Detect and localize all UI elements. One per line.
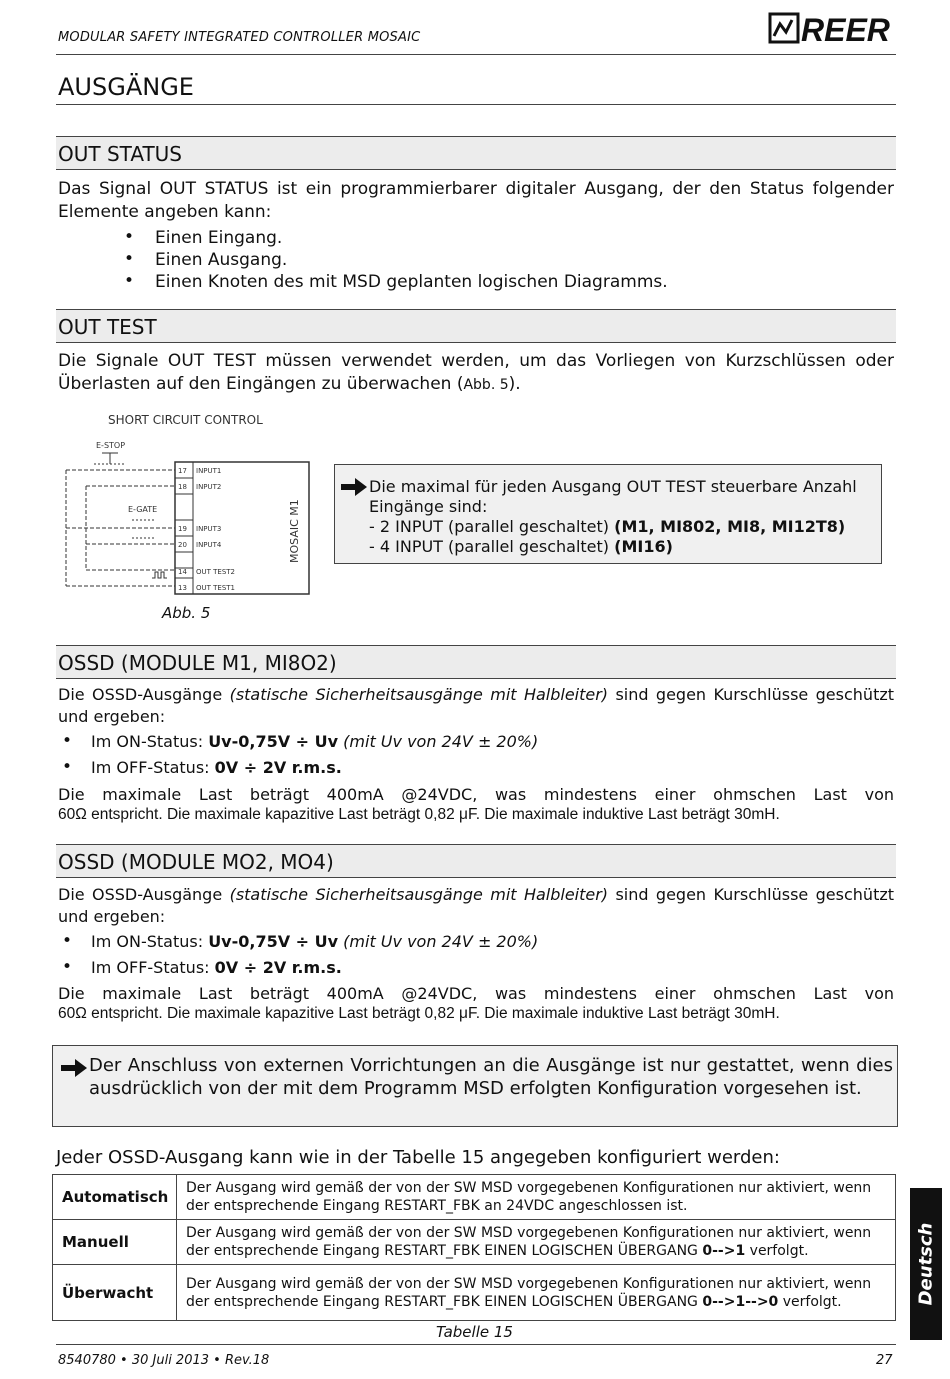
footer-divider [56,1344,896,1345]
title-divider [56,104,896,105]
ossd1-load-line1: Die maximale Last beträgt 400mA @24VDC, was mindestens einer ohmschen Last von [58,785,894,804]
ossd2-load-line1: Die maximale Last beträgt 400mA @24VDC, was mindestens einer ohmschen Last von [58,984,894,1003]
logo-text: REER [801,12,890,46]
section-heading: OSSD (MODULE M1, MI8O2) [58,651,337,675]
section-heading: OUT STATUS [58,142,182,166]
table-caption: Tabelle 15 [436,1323,513,1341]
out-test-intro: Die Signale OUT TEST müssen verwendet werden, um das Vorliegen von Kurzschlüssen oder Überlasten auf den Eingängen zu überwachen (Abb. 5). [58,351,894,394]
language-tab [910,1188,942,1340]
document-header-title: MODULAR SAFETY INTEGRATED CONTROLLER MOSAIC [58,30,421,45]
reer-logo [768,10,896,46]
figure-reference: Abb. 5 [463,377,509,393]
table-row [53,1265,896,1321]
arrow-right-icon [59,1058,89,1078]
page-title: AUSGÄNGE [58,73,194,101]
footer-doc-info: 8540780 • 30 Juli 2013 • Rev.18 [58,1353,270,1368]
note-line: Die maximal für jeden Ausgang OUT TEST steuerbare Anzahl Eingänge sind: [369,477,857,516]
ossd2-off-status: Im OFF-Status: 0V ÷ 2V r.m.s. [91,958,342,977]
egate-label: E-GATE [128,505,158,514]
ossd2-intro: Die OSSD-Ausgänge (statische Sicherheitsausgänge mit Halbleiter) sind gegen Kurschlüsse geschützt und ergeben: [58,885,895,926]
section-heading: OUT TEST [58,315,157,339]
pin-number: 13 [178,584,187,592]
ossd1-off-status: Im OFF-Status: 0V ÷ 2V r.m.s. [91,758,342,777]
section-ossd-m1 [56,645,896,679]
table-key: Überwacht [53,1265,177,1321]
header-divider [56,54,896,55]
ossd-config-table [52,1174,896,1321]
ossd2-on-status: Im ON-Status: Uv-0,75V ÷ Uv (mit Uv von 24V ± 20%) [91,932,539,951]
page-number: 27 [876,1353,893,1368]
pin-number: 18 [178,483,187,491]
bullet-icon: • [124,271,135,291]
arrow-right-icon [339,477,369,497]
bullet-icon: • [62,957,73,977]
bullet-icon: • [124,227,135,247]
warning-text: Der Anschluss von externen Vorrichtungen an die Ausgänge ist nur gestattet, wenn dies ausdrücklich von der mit dem Programm MSD erfolgten Konfiguration vorgesehen ist. [89,1055,893,1099]
ossd1-intro: Die OSSD-Ausgänge (statische Sicherheitsausgänge mit Halbleiter) sind gegen Kurschlüsse geschützt und ergeben: [58,685,895,726]
module-name: MOSAIC M1 [288,499,301,563]
out-test-note [334,464,882,564]
pin-label: INPUT2 [196,483,222,491]
pin-label: OUT TEST2 [196,568,236,576]
list-item: Einen Eingang. [155,228,283,248]
ossd1-load-line2: 60Ω entspricht. Die maximale kapazitive Last beträgt 0,82 μF. Die maximale induktive Last beträgt 30mH. [58,806,780,823]
pin-number: 20 [178,541,187,549]
section-out-test [56,309,896,343]
pin-label: INPUT1 [196,467,222,475]
section-heading: OSSD (MODULE MO2, MO4) [58,850,334,874]
pin-number: 17 [178,467,187,475]
section-out-status [56,136,896,170]
note-line: - 2 INPUT (parallel geschaltet) (M1, MI802, MI8, MI12T8) [369,517,846,536]
table-desc: Der Ausgang wird gemäß der von der SW MSD vorgegebenen Konfigurationen nur aktiviert, wenn der entsprechende Eingang RESTART_FBK EINEN LOGISCHEN ÜBERGANG 0-->1 verfolgt. [177,1220,896,1265]
table-row [53,1220,896,1265]
bullet-icon: • [62,731,73,751]
table-row [53,1175,896,1220]
pin-number: 19 [178,525,187,533]
table-key: Automatisch [53,1175,177,1220]
ossd1-on-status: Im ON-Status: Uv-0,75V ÷ Uv (mit Uv von 24V ± 20%) [91,732,539,751]
pin-number: 14 [178,568,187,576]
table-key: Manuell [53,1220,177,1265]
short-circuit-diagram [62,408,322,604]
ossd2-load-line2: 60Ω entspricht. Die maximale kapazitive Last beträgt 0,82 μF. Die maximale induktive Last beträgt 30mH. [58,1005,780,1022]
list-item: Einen Knoten des mit MSD geplanten logischen Diagramms. [155,272,668,292]
section-ossd-mo2 [56,844,896,878]
pin-label: OUT TEST1 [196,584,236,592]
bullet-icon: • [62,757,73,777]
list-item: Einen Ausgang. [155,250,288,270]
bullet-icon: • [62,931,73,951]
bullet-icon: • [124,249,135,269]
pin-label: INPUT4 [196,541,222,549]
note-line: - 4 INPUT (parallel geschaltet) (MI16) [369,537,673,556]
pin-label: INPUT3 [196,525,222,533]
language-tab-label: Deutsch [915,1222,937,1306]
table-desc: Der Ausgang wird gemäß der von der SW MSD vorgegebenen Konfigurationen nur aktiviert, wenn der entsprechende Eingang RESTART_FBK EINEN LOGISCHEN ÜBERGANG 0-->1-->0 verfolgt. [177,1265,896,1321]
table-desc: Der Ausgang wird gemäß der von der SW MSD vorgegebenen Konfigurationen nur aktiviert, wenn der entsprechende Eingang RESTART_FBK an 24VDC angeschlossen ist. [177,1175,896,1220]
figure-caption: Abb. 5 [162,604,211,622]
warning-note [52,1045,898,1127]
estop-label: E-STOP [96,441,126,450]
diagram-title: SHORT CIRCUIT CONTROL [108,413,263,427]
table-intro: Jeder OSSD-Ausgang kann wie in der Tabelle 15 angegeben konfiguriert werden: [56,1147,780,1168]
out-status-intro: Das Signal OUT STATUS ist ein programmierbarer digitaler Ausgang, der den Status folgender Elemente angeben kann: [58,179,894,222]
